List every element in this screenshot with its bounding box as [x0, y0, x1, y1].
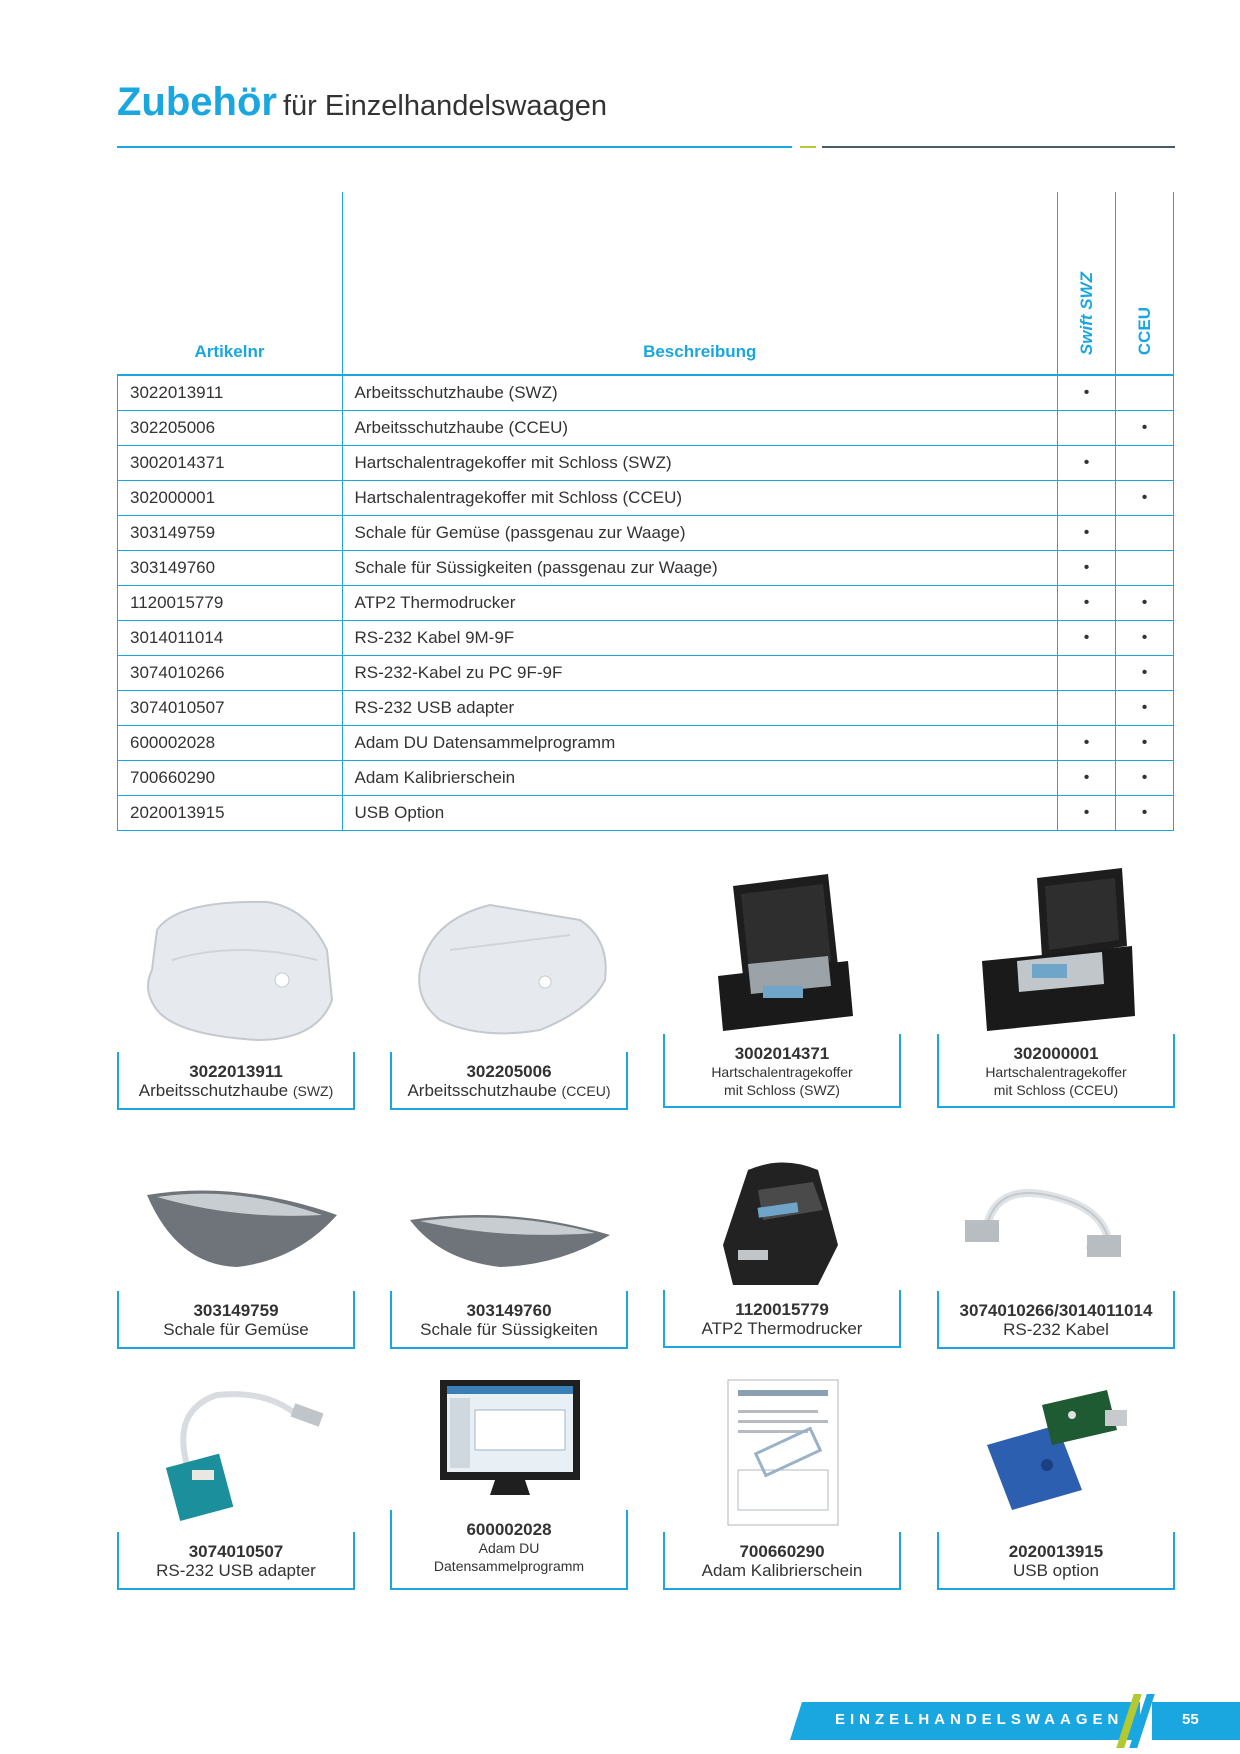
cell-article: 303149760	[118, 551, 343, 586]
product-code: 3002014371	[734, 1044, 830, 1063]
cell-article: 303149759	[118, 516, 343, 551]
product-name-line2: Datensammelprogramm	[433, 1558, 585, 1574]
cell-cceu: •	[1116, 411, 1174, 446]
clear-cover-icon	[117, 890, 355, 1050]
cell-cceu	[1116, 516, 1174, 551]
product-label-box	[663, 1532, 901, 1590]
cell-article: 1120015779	[118, 586, 343, 621]
product-label-box	[937, 1034, 1175, 1108]
product-name-line2: mit Schloss (CCEU)	[993, 1082, 1119, 1098]
thermal-printer-icon	[663, 1150, 901, 1290]
product-code: 3022013911	[189, 1062, 283, 1081]
page-number: 55	[1182, 1711, 1199, 1728]
table-row	[118, 551, 1174, 586]
table-row	[118, 586, 1174, 621]
cell-description: Arbeitsschutzhaube (CCEU)	[342, 411, 1058, 446]
table-row	[118, 656, 1174, 691]
product-label-box	[390, 1510, 628, 1590]
table-row	[118, 691, 1174, 726]
cell-article: 2020013915	[118, 796, 343, 831]
cell-swz: •	[1058, 796, 1116, 831]
accessory-table	[117, 192, 1174, 831]
product-name-main: Arbeitsschutzhaube	[407, 1081, 557, 1100]
product-label-box	[390, 1291, 628, 1349]
table-row	[118, 375, 1174, 411]
usb-board-icon	[937, 1370, 1175, 1530]
title-rule-green	[800, 146, 816, 148]
cell-cceu: •	[1116, 586, 1174, 621]
header-cceu-label: CCEU	[1134, 306, 1154, 355]
table-row	[118, 481, 1174, 516]
cell-article: 700660290	[118, 761, 343, 796]
product-name	[119, 1081, 353, 1101]
cell-article: 302000001	[118, 481, 343, 516]
page-title	[117, 80, 607, 125]
product-name: Adam Kalibrierschein	[701, 1561, 863, 1580]
carry-case-icon	[937, 866, 1175, 1036]
cell-swz: •	[1058, 551, 1116, 586]
clear-cover-icon	[390, 890, 628, 1050]
product-name-small: (CCEU)	[561, 1083, 611, 1099]
cell-cceu: •	[1116, 726, 1174, 761]
header-swift-swz-label: Swift SWZ	[1076, 271, 1096, 355]
cell-article: 3074010266	[118, 656, 343, 691]
product-label-box	[117, 1291, 355, 1349]
cell-article: 302205006	[118, 411, 343, 446]
scoop-bowl-icon	[390, 1175, 628, 1285]
cell-cceu	[1116, 375, 1174, 411]
cell-description: Adam DU Datensammelprogramm	[342, 726, 1058, 761]
product-label-box	[663, 1290, 901, 1348]
table-row	[118, 796, 1174, 831]
cell-cceu: •	[1116, 691, 1174, 726]
title-bold: Zubehör	[117, 80, 277, 124]
product-label-box	[937, 1532, 1175, 1590]
table-row	[118, 761, 1174, 796]
table-header-row	[118, 192, 1174, 375]
monitor-icon	[390, 1370, 628, 1510]
cell-description: ATP2 Thermodrucker	[342, 586, 1058, 621]
product-name: Schale für Gemüse	[163, 1320, 309, 1339]
product-code: 1120015779	[735, 1300, 829, 1319]
cell-swz: •	[1058, 516, 1116, 551]
product-label-box	[390, 1052, 628, 1110]
carry-case-icon	[663, 866, 901, 1036]
cell-swz	[1058, 656, 1116, 691]
product-code: 303149760	[466, 1301, 552, 1320]
product-name-line1: Hartschalentragekoffer	[985, 1064, 1127, 1080]
cell-swz: •	[1058, 761, 1116, 796]
cell-cceu: •	[1116, 796, 1174, 831]
product-name-line1: Hartschalentragekoffer	[711, 1064, 853, 1080]
cell-cceu	[1116, 551, 1174, 586]
product-label-box	[117, 1532, 355, 1590]
usb-adapter-icon	[117, 1370, 355, 1530]
cell-swz: •	[1058, 375, 1116, 411]
certificate-icon	[663, 1370, 901, 1530]
cell-description: Hartschalentragekoffer mit Schloss (CCEU)	[342, 481, 1058, 516]
footer-section: EINZELHANDELSWAAGEN	[835, 1711, 1124, 1728]
cell-swz: •	[1058, 446, 1116, 481]
title-rest: für Einzelhandelswaagen	[282, 90, 608, 122]
cell-article: 3074010507	[118, 691, 343, 726]
product-code: 302205006	[466, 1062, 552, 1081]
cell-article: 3002014371	[118, 446, 343, 481]
product-name: RS-232 Kabel	[1003, 1320, 1109, 1339]
cell-cceu: •	[1116, 656, 1174, 691]
cell-description: RS-232 Kabel 9M-9F	[342, 621, 1058, 656]
product-name-line2: mit Schloss (SWZ)	[724, 1082, 840, 1098]
product-label-box	[937, 1291, 1175, 1349]
product-code: 303149759	[193, 1301, 279, 1320]
header-article: Artikelnr	[118, 192, 343, 375]
product-code: 700660290	[739, 1542, 825, 1561]
product-label-box	[663, 1034, 901, 1108]
cell-article: 3022013911	[118, 375, 343, 411]
cell-swz	[1058, 481, 1116, 516]
cell-article: 3014011014	[118, 621, 343, 656]
product-name-small: (SWZ)	[292, 1083, 334, 1099]
cell-swz: •	[1058, 726, 1116, 761]
cell-cceu: •	[1116, 621, 1174, 656]
cell-description: RS-232-Kabel zu PC 9F-9F	[342, 656, 1058, 691]
product-label-box	[117, 1052, 355, 1110]
title-rule-gray	[822, 146, 1175, 148]
cell-description: RS-232 USB adapter	[342, 691, 1058, 726]
product-code: 2020013915	[1008, 1542, 1104, 1561]
table-row	[118, 446, 1174, 481]
cell-swz: •	[1058, 586, 1116, 621]
cell-cceu	[1116, 446, 1174, 481]
header-swift-swz	[1058, 192, 1116, 375]
product-name: USB option	[1013, 1561, 1099, 1580]
product-name: RS-232 USB adapter	[156, 1561, 316, 1580]
product-name: Schale für Süssigkeiten	[420, 1320, 598, 1339]
serial-cable-icon	[937, 1175, 1175, 1285]
product-code: 302000001	[1013, 1044, 1099, 1063]
cell-description: Schale für Gemüse (passgenau zur Waage)	[342, 516, 1058, 551]
scoop-bowl-icon	[117, 1175, 355, 1285]
product-code: 600002028	[466, 1520, 552, 1539]
cell-description: Adam Kalibrierschein	[342, 761, 1058, 796]
table-row	[118, 621, 1174, 656]
product-code: 3074010507	[188, 1542, 284, 1561]
cell-description: Schale für Süssigkeiten (passgenau zur Waage)	[342, 551, 1058, 586]
cell-cceu: •	[1116, 481, 1174, 516]
product-name	[392, 1081, 626, 1101]
header-cceu	[1116, 192, 1174, 375]
cell-swz: •	[1058, 621, 1116, 656]
cell-description: USB Option	[342, 796, 1058, 831]
table-row	[118, 516, 1174, 551]
product-name: ATP2 Thermodrucker	[701, 1319, 863, 1338]
product-name-main: Arbeitsschutzhaube	[138, 1081, 289, 1100]
header-description: Beschreibung	[342, 192, 1058, 375]
product-code: 3074010266/3014011014	[959, 1301, 1153, 1320]
table-row	[118, 411, 1174, 446]
cell-swz	[1058, 691, 1116, 726]
title-rule-blue	[117, 146, 792, 148]
cell-article: 600002028	[118, 726, 343, 761]
cell-swz	[1058, 411, 1116, 446]
cell-description: Arbeitsschutzhaube (SWZ)	[342, 375, 1058, 411]
cell-cceu: •	[1116, 761, 1174, 796]
cell-description: Hartschalentragekoffer mit Schloss (SWZ)	[342, 446, 1058, 481]
product-name-line1: Adam DU	[478, 1540, 540, 1556]
table-row	[118, 726, 1174, 761]
